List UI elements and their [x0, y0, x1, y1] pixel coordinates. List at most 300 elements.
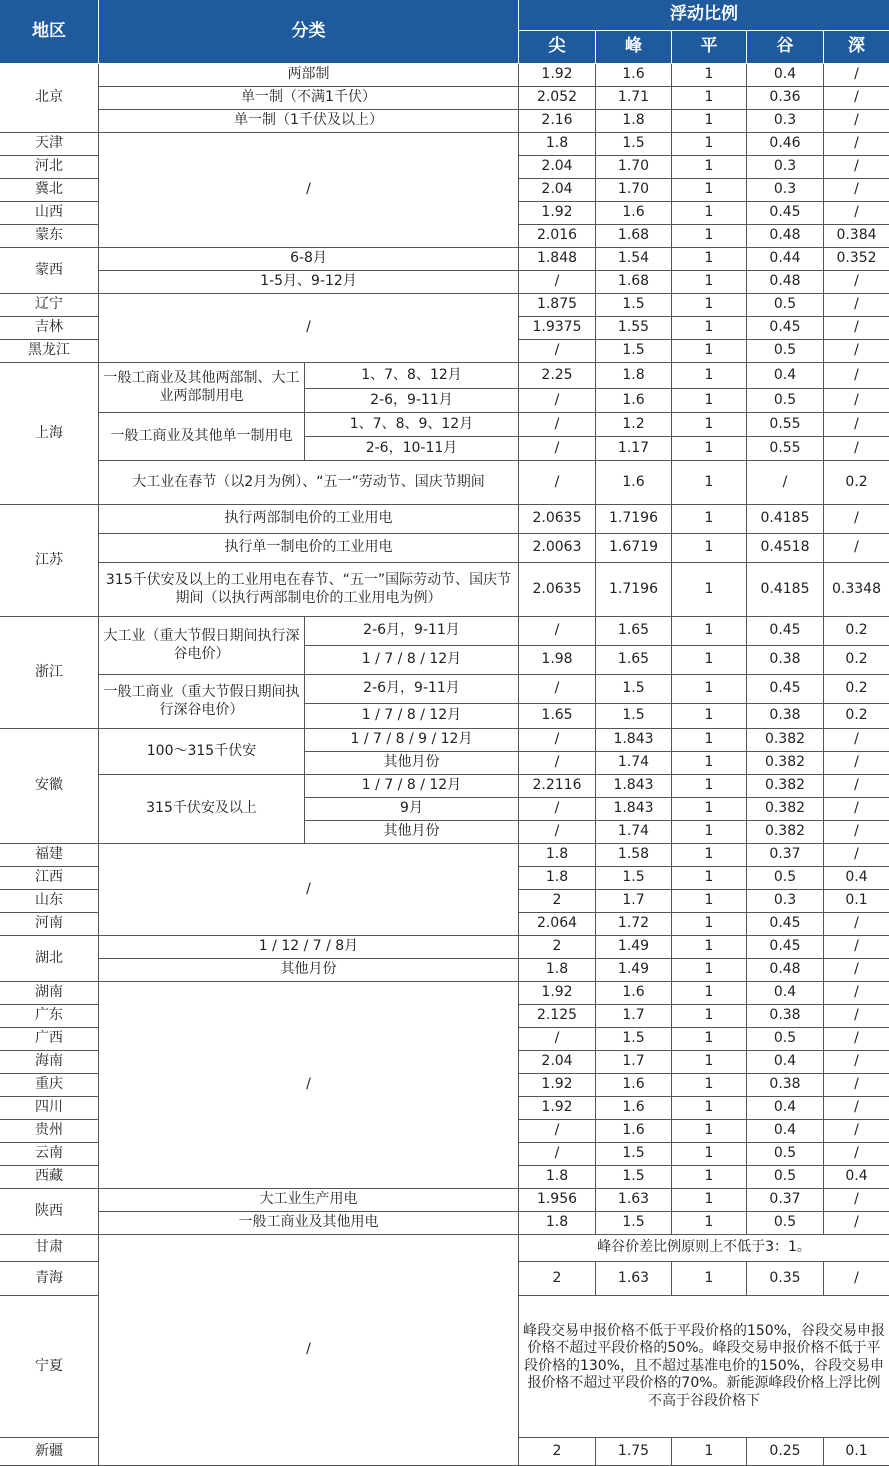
value-valley: 0.5 [747, 1143, 824, 1166]
value-peak: 1.68 [596, 225, 672, 248]
value-deep: / [824, 156, 889, 179]
region-cell: 湖南 [0, 982, 99, 1005]
value-flat: 1 [672, 798, 747, 821]
value-tip: 1.8 [519, 867, 596, 890]
category-cell: 单一制（1千伏及以上） [99, 110, 519, 133]
value-valley: 0.55 [747, 413, 824, 437]
period-cell: 1 / 7 / 8 / 12月 [305, 704, 519, 729]
value-peak: 1.74 [596, 752, 672, 775]
category-cell: 执行两部制电价的工业用电 [99, 505, 519, 534]
value-tip: 2.25 [519, 363, 596, 389]
value-flat: 1 [672, 1143, 747, 1166]
value-flat: 1 [672, 248, 747, 271]
value-flat: 1 [672, 1028, 747, 1051]
value-flat: 1 [672, 1166, 747, 1189]
value-peak: 1.8 [596, 363, 672, 389]
value-peak: 1.7 [596, 1005, 672, 1028]
value-peak: 1.5 [596, 1212, 672, 1235]
value-peak: 1.8 [596, 110, 672, 133]
value-flat: 1 [672, 1262, 747, 1296]
value-peak: 1.6719 [596, 534, 672, 563]
value-deep: / [824, 775, 889, 798]
region-cell: 青海 [0, 1262, 99, 1296]
value-flat: 1 [672, 505, 747, 534]
subcategory-cell: 100～315千伏安 [99, 729, 305, 775]
category-cell: 1-5月、9-12月 [99, 271, 519, 294]
value-peak: 1.65 [596, 646, 672, 675]
value-tip: / [519, 1028, 596, 1051]
value-flat: 1 [672, 704, 747, 729]
value-flat: 1 [672, 179, 747, 202]
value-tip: 1.8 [519, 1166, 596, 1189]
period-cell: 1 / 7 / 8 / 12月 [305, 646, 519, 675]
header-valley: 谷 [747, 31, 824, 64]
category-cell: / [99, 1235, 519, 1466]
value-valley: 0.45 [747, 936, 824, 959]
value-flat: 1 [672, 534, 747, 563]
value-tip: 1.956 [519, 1189, 596, 1212]
value-valley: 0.3 [747, 110, 824, 133]
region-cell: 西藏 [0, 1166, 99, 1189]
value-valley: 0.4 [747, 1120, 824, 1143]
value-peak: 1.63 [596, 1189, 672, 1212]
subcategory-cell: 大工业（重大节假日期间执行深谷电价） [99, 617, 305, 675]
header-deep: 深 [824, 31, 889, 64]
value-tip: / [519, 461, 596, 505]
region-cell: 北京 [0, 64, 99, 133]
value-deep: / [824, 437, 889, 461]
value-valley: 0.5 [747, 340, 824, 363]
value-tip: / [519, 271, 596, 294]
category-cell: / [99, 294, 519, 363]
value-deep: / [824, 1028, 889, 1051]
value-peak: 1.843 [596, 798, 672, 821]
value-peak: 1.843 [596, 729, 672, 752]
region-cell: 安徽 [0, 729, 99, 844]
value-deep: 0.2 [824, 646, 889, 675]
value-peak: 1.74 [596, 821, 672, 844]
category-cell: / [99, 133, 519, 248]
period-cell: 2-6月，9-11月 [305, 617, 519, 646]
value-tip: / [519, 413, 596, 437]
value-peak: 1.5 [596, 675, 672, 704]
value-valley: 0.45 [747, 675, 824, 704]
value-valley: 0.4 [747, 982, 824, 1005]
value-deep: 0.1 [824, 890, 889, 913]
value-flat: 1 [672, 271, 747, 294]
region-cell: 河北 [0, 156, 99, 179]
value-valley: 0.5 [747, 1028, 824, 1051]
value-deep: / [824, 1005, 889, 1028]
category-cell: 大工业在春节（以2月为例）、“五一”劳动节、国庆节期间 [99, 461, 519, 505]
value-deep: / [824, 64, 889, 87]
value-deep: / [824, 133, 889, 156]
value-valley: 0.45 [747, 317, 824, 340]
value-peak: 1.68 [596, 271, 672, 294]
value-deep: / [824, 534, 889, 563]
value-valley: 0.4 [747, 1051, 824, 1074]
header-region: 地区 [0, 0, 99, 64]
region-cell: 江西 [0, 867, 99, 890]
value-flat: 1 [672, 389, 747, 413]
value-peak: 1.6 [596, 64, 672, 87]
value-tip: / [519, 617, 596, 646]
value-flat: 1 [672, 821, 747, 844]
value-tip: 2.04 [519, 156, 596, 179]
value-tip: 1.65 [519, 704, 596, 729]
value-valley: 0.37 [747, 844, 824, 867]
value-tip: 2 [519, 1438, 596, 1466]
value-valley: 0.3 [747, 890, 824, 913]
value-flat: 1 [672, 1189, 747, 1212]
value-tip: 2.016 [519, 225, 596, 248]
value-valley: 0.5 [747, 867, 824, 890]
value-tip: / [519, 798, 596, 821]
value-flat: 1 [672, 413, 747, 437]
period-cell: 2-6，10-11月 [305, 437, 519, 461]
value-valley: 0.45 [747, 202, 824, 225]
value-flat: 1 [672, 294, 747, 317]
value-deep: 0.4 [824, 867, 889, 890]
period-cell: 2-6月，9-11月 [305, 675, 519, 704]
value-deep: / [824, 729, 889, 752]
region-cell: 黑龙江 [0, 340, 99, 363]
value-tip: 1.848 [519, 248, 596, 271]
category-cell: / [99, 982, 519, 1189]
value-flat: 1 [672, 675, 747, 704]
value-flat: 1 [672, 1212, 747, 1235]
value-valley: 0.45 [747, 617, 824, 646]
value-peak: 1.6 [596, 1120, 672, 1143]
value-flat: 1 [672, 617, 747, 646]
category-cell: 315千伏安及以上的工业用电在春节、“五一”国际劳动节、国庆节期间（以执行两部制电价的工业用电为例） [99, 563, 519, 617]
note-cell: 峰谷价差比例原则上不低于3：1。 [519, 1235, 889, 1262]
value-deep: 0.4 [824, 1166, 889, 1189]
value-flat: 1 [672, 1051, 747, 1074]
category-cell: 6-8月 [99, 248, 519, 271]
value-deep: / [824, 1189, 889, 1212]
value-deep: / [824, 913, 889, 936]
value-valley: 0.5 [747, 294, 824, 317]
value-deep: / [824, 110, 889, 133]
value-peak: 1.6 [596, 461, 672, 505]
value-valley: 0.45 [747, 913, 824, 936]
value-tip: 2.052 [519, 87, 596, 110]
value-tip: / [519, 1120, 596, 1143]
value-peak: 1.5 [596, 294, 672, 317]
value-tip: 1.8 [519, 959, 596, 982]
header-peak: 峰 [596, 31, 672, 64]
value-peak: 1.5 [596, 704, 672, 729]
value-peak: 1.6 [596, 202, 672, 225]
value-flat: 1 [672, 340, 747, 363]
value-tip: 1.98 [519, 646, 596, 675]
value-tip: / [519, 340, 596, 363]
value-valley: 0.5 [747, 1166, 824, 1189]
value-flat: 1 [672, 867, 747, 890]
value-valley: 0.382 [747, 729, 824, 752]
value-deep: / [824, 1051, 889, 1074]
value-valley: 0.48 [747, 959, 824, 982]
value-tip: 2.125 [519, 1005, 596, 1028]
value-deep: / [824, 982, 889, 1005]
subcategory-cell: 一般工商业及其他单一制用电 [99, 413, 305, 461]
region-cell: 江苏 [0, 505, 99, 617]
region-cell: 广西 [0, 1028, 99, 1051]
value-peak: 1.5 [596, 1166, 672, 1189]
value-peak: 1.7196 [596, 505, 672, 534]
value-deep: / [824, 340, 889, 363]
value-flat: 1 [672, 110, 747, 133]
value-peak: 1.75 [596, 1438, 672, 1466]
value-valley: 0.48 [747, 225, 824, 248]
value-valley: 0.5 [747, 389, 824, 413]
value-deep: 0.2 [824, 704, 889, 729]
value-peak: 1.72 [596, 913, 672, 936]
value-flat: 1 [672, 87, 747, 110]
value-flat: 1 [672, 64, 747, 87]
region-cell: 广东 [0, 1005, 99, 1028]
value-tip: / [519, 389, 596, 413]
header-category: 分类 [99, 0, 519, 64]
value-deep: / [824, 821, 889, 844]
region-cell: 湖北 [0, 936, 99, 982]
value-valley: 0.4 [747, 363, 824, 389]
value-flat: 1 [672, 437, 747, 461]
value-valley: 0.3 [747, 179, 824, 202]
value-valley: 0.25 [747, 1438, 824, 1466]
value-valley: 0.46 [747, 133, 824, 156]
value-tip: 1.8 [519, 1212, 596, 1235]
value-tip: / [519, 821, 596, 844]
value-tip: 1.92 [519, 202, 596, 225]
region-cell: 河南 [0, 913, 99, 936]
header-tip: 尖 [519, 31, 596, 64]
value-flat: 1 [672, 959, 747, 982]
value-peak: 1.6 [596, 389, 672, 413]
value-valley: 0.55 [747, 437, 824, 461]
value-valley: / [747, 461, 824, 505]
value-valley: 0.48 [747, 271, 824, 294]
value-flat: 1 [672, 1438, 747, 1466]
value-deep: / [824, 959, 889, 982]
value-tip: 2.064 [519, 913, 596, 936]
value-tip: 1.8 [519, 133, 596, 156]
category-cell: 其他月份 [99, 959, 519, 982]
value-valley: 0.4185 [747, 505, 824, 534]
value-flat: 1 [672, 156, 747, 179]
value-valley: 0.4518 [747, 534, 824, 563]
value-valley: 0.382 [747, 798, 824, 821]
value-peak: 1.70 [596, 156, 672, 179]
value-deep: 0.352 [824, 248, 889, 271]
value-valley: 0.44 [747, 248, 824, 271]
value-peak: 1.6 [596, 982, 672, 1005]
value-tip: / [519, 752, 596, 775]
period-cell: 其他月份 [305, 821, 519, 844]
value-valley: 0.382 [747, 752, 824, 775]
value-deep: / [824, 363, 889, 389]
value-peak: 1.5 [596, 1143, 672, 1166]
value-deep: / [824, 936, 889, 959]
region-cell: 冀北 [0, 179, 99, 202]
period-cell: 1 / 7 / 8 / 9 / 12月 [305, 729, 519, 752]
region-cell: 海南 [0, 1051, 99, 1074]
value-deep: / [824, 179, 889, 202]
value-valley: 0.382 [747, 775, 824, 798]
region-cell: 新疆 [0, 1438, 99, 1466]
value-peak: 1.17 [596, 437, 672, 461]
value-tip: / [519, 675, 596, 704]
period-cell: 1 / 7 / 8 / 12月 [305, 775, 519, 798]
value-flat: 1 [672, 775, 747, 798]
value-valley: 0.382 [747, 821, 824, 844]
region-cell: 四川 [0, 1097, 99, 1120]
value-valley: 0.38 [747, 1005, 824, 1028]
value-deep: / [824, 1143, 889, 1166]
value-deep: / [824, 87, 889, 110]
category-cell: 两部制 [99, 64, 519, 87]
subcategory-cell: 一般工商业（重大节假日期间执行深谷电价） [99, 675, 305, 729]
subcategory-cell: 315千伏安及以上 [99, 775, 305, 844]
value-tip: / [519, 437, 596, 461]
value-deep: / [824, 1074, 889, 1097]
header-ratio: 浮动比例 [519, 0, 889, 31]
value-tip: 2.16 [519, 110, 596, 133]
value-deep: / [824, 202, 889, 225]
value-tip: / [519, 729, 596, 752]
value-tip: 1.92 [519, 1097, 596, 1120]
value-flat: 1 [672, 936, 747, 959]
region-cell: 辽宁 [0, 294, 99, 317]
region-cell: 福建 [0, 844, 99, 867]
value-peak: 1.70 [596, 179, 672, 202]
value-flat: 1 [672, 461, 747, 505]
value-peak: 1.65 [596, 617, 672, 646]
period-cell: 9月 [305, 798, 519, 821]
value-deep: / [824, 317, 889, 340]
value-peak: 1.55 [596, 317, 672, 340]
value-peak: 1.63 [596, 1262, 672, 1296]
value-deep: 0.2 [824, 675, 889, 704]
value-peak: 1.49 [596, 959, 672, 982]
value-tip: 2.04 [519, 179, 596, 202]
region-cell: 宁夏 [0, 1296, 99, 1438]
value-flat: 1 [672, 646, 747, 675]
period-cell: 其他月份 [305, 752, 519, 775]
value-flat: 1 [672, 890, 747, 913]
value-valley: 0.4185 [747, 563, 824, 617]
value-deep: 0.2 [824, 617, 889, 646]
value-peak: 1.58 [596, 844, 672, 867]
value-valley: 0.36 [747, 87, 824, 110]
value-flat: 1 [672, 913, 747, 936]
region-cell: 天津 [0, 133, 99, 156]
value-tip: 1.875 [519, 294, 596, 317]
region-cell: 贵州 [0, 1120, 99, 1143]
value-peak: 1.6 [596, 1097, 672, 1120]
value-flat: 1 [672, 844, 747, 867]
region-cell: 上海 [0, 363, 99, 505]
value-flat: 1 [672, 1097, 747, 1120]
value-deep: / [824, 752, 889, 775]
value-deep: / [824, 294, 889, 317]
category-cell: 大工业生产用电 [99, 1189, 519, 1212]
note-cell: 峰段交易申报价格不低于平段价格的150%，谷段交易申报价格不超过平段价格的50%。峰段交易申报价格不低于平段价格的130%，且不超过基准电价的150%，谷段交易申报价格不超过平段价格的70%。新能源峰段价格上浮比例不高于谷段价格下 [519, 1296, 889, 1438]
region-cell: 山西 [0, 202, 99, 225]
value-deep: 0.2 [824, 461, 889, 505]
value-tip: 2.2116 [519, 775, 596, 798]
value-deep: / [824, 844, 889, 867]
value-deep: / [824, 1120, 889, 1143]
region-cell: 陕西 [0, 1189, 99, 1235]
value-flat: 1 [672, 317, 747, 340]
value-flat: 1 [672, 225, 747, 248]
category-cell: 执行单一制电价的工业用电 [99, 534, 519, 563]
value-peak: 1.7196 [596, 563, 672, 617]
header-flat: 平 [672, 31, 747, 64]
value-peak: 1.7 [596, 1051, 672, 1074]
value-flat: 1 [672, 982, 747, 1005]
value-flat: 1 [672, 202, 747, 225]
category-cell: 1 / 12 / 7 / 8月 [99, 936, 519, 959]
value-peak: 1.2 [596, 413, 672, 437]
value-tip: / [519, 1143, 596, 1166]
value-deep: 0.384 [824, 225, 889, 248]
value-deep: / [824, 1212, 889, 1235]
value-valley: 0.4 [747, 1097, 824, 1120]
region-cell: 浙江 [0, 617, 99, 729]
value-tip: 2 [519, 1262, 596, 1296]
value-tip: 2.0635 [519, 505, 596, 534]
value-peak: 1.843 [596, 775, 672, 798]
region-cell: 蒙东 [0, 225, 99, 248]
value-tip: 2.0063 [519, 534, 596, 563]
value-peak: 1.71 [596, 87, 672, 110]
value-peak: 1.6 [596, 1074, 672, 1097]
value-deep: / [824, 1097, 889, 1120]
value-valley: 0.5 [747, 1212, 824, 1235]
category-cell: 单一制（不满1千伏） [99, 87, 519, 110]
period-cell: 1、7、8、9、12月 [305, 413, 519, 437]
value-flat: 1 [672, 729, 747, 752]
value-tip: 2.0635 [519, 563, 596, 617]
value-valley: 0.38 [747, 1074, 824, 1097]
value-valley: 0.37 [747, 1189, 824, 1212]
value-tip: 1.92 [519, 64, 596, 87]
value-flat: 1 [672, 752, 747, 775]
value-peak: 1.5 [596, 133, 672, 156]
value-peak: 1.5 [596, 1028, 672, 1051]
value-peak: 1.54 [596, 248, 672, 271]
value-peak: 1.5 [596, 340, 672, 363]
value-flat: 1 [672, 363, 747, 389]
value-deep: 0.1 [824, 1438, 889, 1466]
region-cell: 甘肃 [0, 1235, 99, 1262]
value-deep: / [824, 413, 889, 437]
category-cell: / [99, 844, 519, 936]
value-tip: 1.92 [519, 982, 596, 1005]
region-cell: 云南 [0, 1143, 99, 1166]
value-deep: / [824, 389, 889, 413]
category-cell: 一般工商业及其他用电 [99, 1212, 519, 1235]
value-deep: / [824, 271, 889, 294]
period-cell: 1、7、8、12月 [305, 363, 519, 389]
region-cell: 吉林 [0, 317, 99, 340]
value-deep: / [824, 1262, 889, 1296]
value-flat: 1 [672, 133, 747, 156]
subcategory-cell: 一般工商业及其他两部制、大工业两部制用电 [99, 363, 305, 413]
